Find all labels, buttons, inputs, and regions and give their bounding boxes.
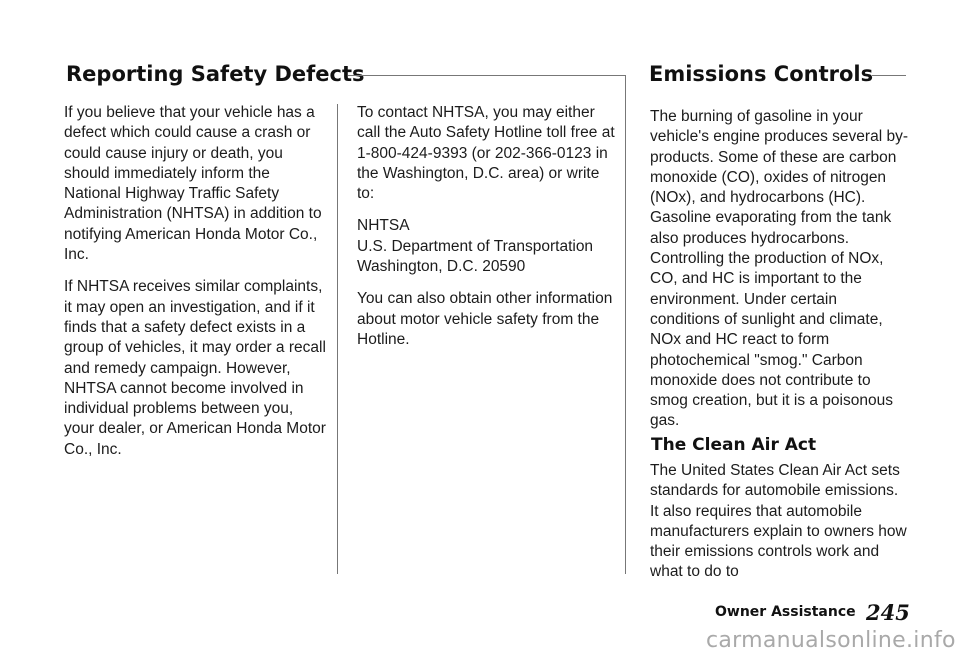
- address-block: [357, 216, 619, 277]
- address-line-1: NHTSA: [357, 217, 410, 235]
- paragraph-emissions-intro: The burning of gasoline in your vehicle's engine produces several by-products. Some of these are carbon monoxide (CO), oxides of nitrogen (NOx), and hydrocarbons (HC). Gasoline evaporating from the tank also produces hydrocarbons. Controlling the production of NOx, CO, and HC is important to the environment. Under certain conditions of sunlight and climate, NOx and HC react to form photochemical "smog." Carbon monoxide does not contribute to smog creation, but it is a poisonous gas.: [650, 108, 908, 430]
- column-3: [650, 107, 908, 432]
- footer-section-name: Owner Assistance: [715, 604, 856, 620]
- column-divider-2: [625, 75, 626, 574]
- address-line-2: U.S. Department of Transportation: [357, 237, 594, 255]
- column-1: [64, 103, 326, 460]
- paragraph-report-defect: If you believe that your vehicle has a defect which could cause a crash or could cause injury or death, you should immediately inform the National Highway Traffic Safety Administration (NHTSA) in addition to notifying American Honda Motor Co., Inc.: [64, 104, 322, 264]
- heading-rule-right: [872, 75, 906, 76]
- heading-reporting-safety-defects: Reporting Safety Defects: [66, 62, 365, 86]
- watermark-text: carmanualsonline.info: [706, 628, 956, 653]
- heading-rule-left: [348, 75, 626, 76]
- address-line-3: Washington, D.C. 20590: [357, 258, 526, 276]
- footer-page-number: 245: [866, 600, 910, 625]
- heading-emissions-controls: Emissions Controls: [649, 62, 874, 86]
- column-3-lower: [650, 461, 908, 583]
- paragraph-nhtsa-complaints: If NHTSA receives similar complaints, it may open an investigation, and if it finds that a safety defect exists in a group of vehicles, it may order a recall and remedy campaign. However, NHTSA cannot become involved in individual problems between you, your dealer, or American Honda Motor Co., Inc.: [64, 278, 326, 458]
- paragraph-clean-air-act: The United States Clean Air Act sets standards for automobile emissions. It also requires that automobile manufacturers explain to owners how their emissions controls work and what to do to: [650, 462, 907, 581]
- column-divider-1: [337, 104, 338, 574]
- paragraph-hotline-info: You can also obtain other information about motor vehicle safety from the Hotline.: [357, 290, 613, 348]
- column-2: [357, 103, 619, 350]
- paragraph-contact-nhtsa: To contact NHTSA, you may either call the Auto Safety Hotline toll free at 1-800-424-9393 (or 202-366-0123 in the Washington, D.C. area) or write to:: [357, 104, 615, 203]
- subheading-clean-air-act: The Clean Air Act: [651, 435, 817, 455]
